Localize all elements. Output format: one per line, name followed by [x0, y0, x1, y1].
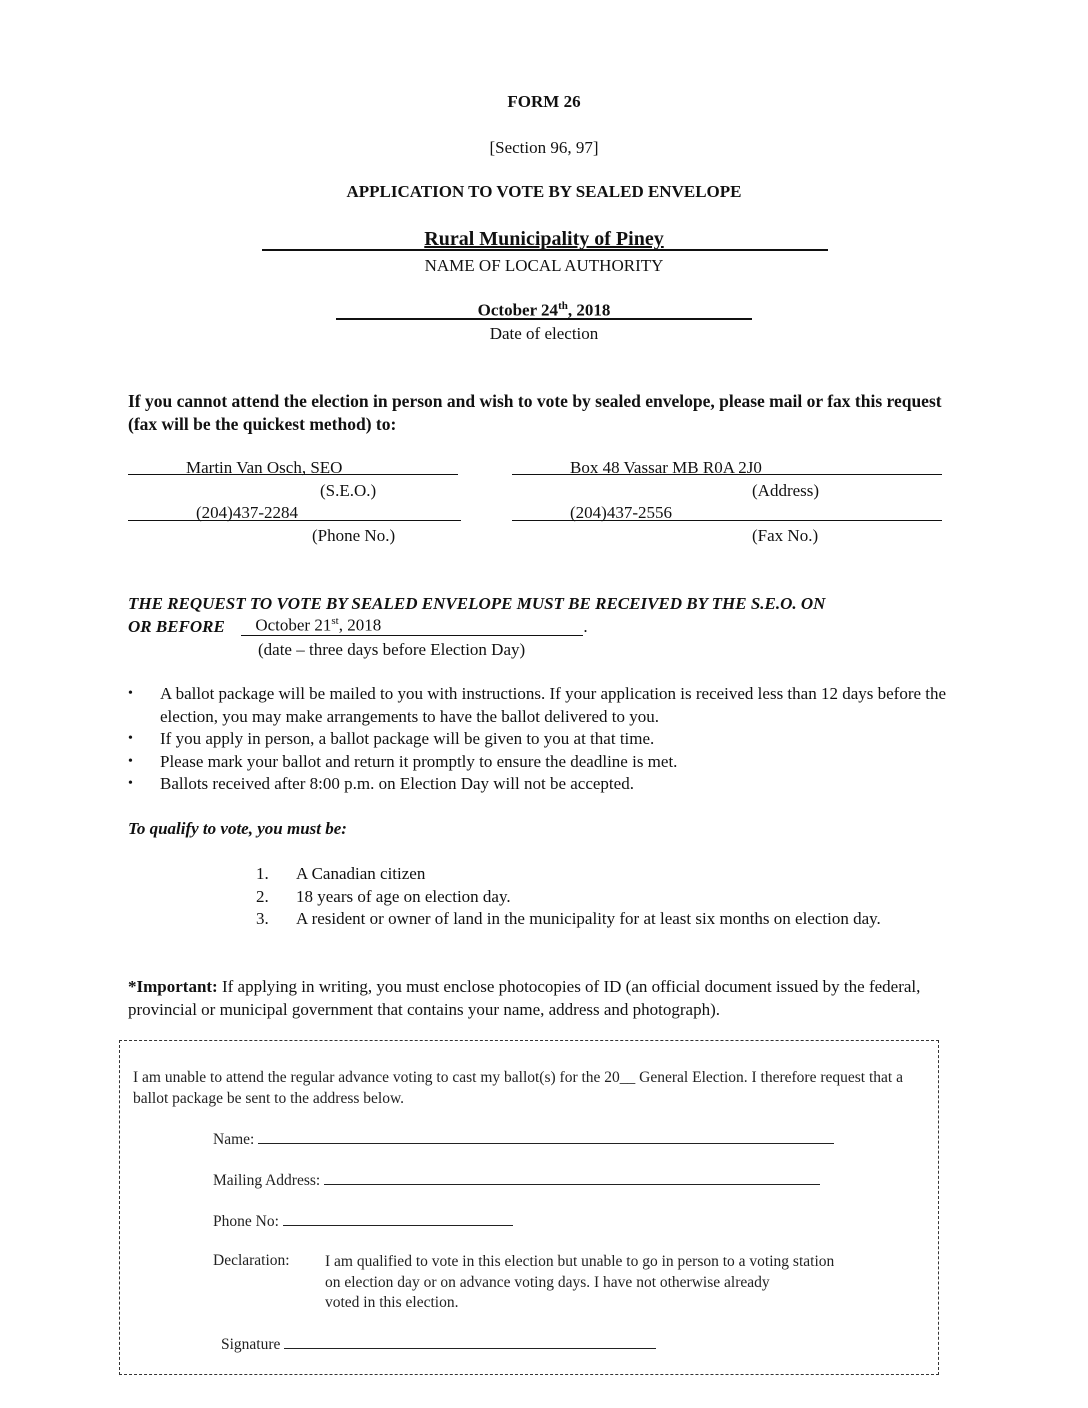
- mailing-address-row: Mailing Address:: [213, 1170, 820, 1190]
- seo-value: Martin Van Osch, SEO: [186, 458, 343, 477]
- phone-value: (204)437-2284: [196, 503, 298, 522]
- qualify-item: 3. A resident or owner of land in the municipality for at least six months on election day.: [256, 909, 881, 928]
- declaration-text: I am qualified to vote in this election but unable to go in person to a voting station on election day or on advance voting days. I have not otherwise already voted in this election.: [325, 1253, 835, 1311]
- declaration-label: Declaration:: [213, 1252, 290, 1269]
- qualify-item: 1. A Canadian citizen: [256, 864, 426, 883]
- application-box: [119, 1040, 939, 1375]
- form-number: FORM 26: [507, 92, 581, 111]
- bullet-item: • A ballot package will be mailed to you with instructions. If your application is received less than 12 days before the election, you may make arrangements to have the ballot delivered to you.: [128, 683, 958, 728]
- phone-field[interactable]: [283, 1211, 513, 1226]
- address-caption: (Address): [752, 481, 820, 500]
- deadline-line2: OR BEFORE October 21st, 2018 .: [128, 615, 588, 636]
- instruction-bullets: [128, 683, 958, 796]
- bullet-item: • If you apply in person, a ballot package will be given to you at that time.: [128, 728, 958, 751]
- unable-statement: I am unable to attend the regular advance voting to cast my ballot(s) for the 20__ General Election. I therefore request that a ballot package be sent to the address below.: [133, 1069, 903, 1107]
- fax-caption: (Fax No.): [752, 526, 819, 545]
- deadline-caption: (date – three days before Election Day): [258, 640, 526, 659]
- qualify-item: 2. 18 years of age on election day.: [256, 886, 511, 906]
- section-reference: [Section 96, 97]: [489, 138, 599, 157]
- phone-caption: (Phone No.): [312, 526, 396, 545]
- qualify-heading: To qualify to vote, you must be:: [128, 819, 347, 838]
- instructions-text: If you cannot attend the election in person and wish to vote by sealed envelope, please mail or fax this request (fax will be the quickest method) to:: [128, 391, 942, 434]
- phone-row: Phone No:: [213, 1211, 513, 1231]
- bullet-item: • Please mark your ballot and return it promptly to ensure the deadline is met.: [128, 751, 958, 774]
- name-field[interactable]: [258, 1129, 834, 1144]
- seo-caption: (S.E.O.): [320, 481, 377, 500]
- bullet-item: • Ballots received after 8:00 p.m. on Election Day will not be accepted.: [128, 773, 958, 796]
- signature-field[interactable]: [284, 1334, 656, 1349]
- deadline-date-field: October 21st, 2018: [241, 617, 583, 636]
- authority-caption: NAME OF LOCAL AUTHORITY: [424, 256, 664, 275]
- election-date-caption: Date of election: [489, 324, 599, 343]
- fax-value: (204)437-2556: [570, 503, 672, 522]
- election-date-value: October 24th, 2018: [477, 300, 611, 320]
- authority-name: Rural Municipality of Piney: [424, 228, 664, 250]
- important-note: *Important: If applying in writing, you must enclose photocopies of ID (an official document issued by the federal, provincial or municipal government that contains your name, address and photograph).: [128, 977, 921, 1019]
- mailing-address-field[interactable]: [324, 1170, 820, 1185]
- address-value: Box 48 Vassar MB R0A 2J0: [570, 458, 762, 477]
- qualify-list: [250, 863, 950, 931]
- deadline-text-line1: THE REQUEST TO VOTE BY SEALED ENVELOPE MUST BE RECEIVED BY THE S.E.O. ON: [128, 594, 826, 613]
- signature-row: Signature: [221, 1334, 656, 1354]
- name-row: Name:: [213, 1129, 834, 1149]
- form-title: APPLICATION TO VOTE BY SEALED ENVELOPE: [346, 182, 742, 201]
